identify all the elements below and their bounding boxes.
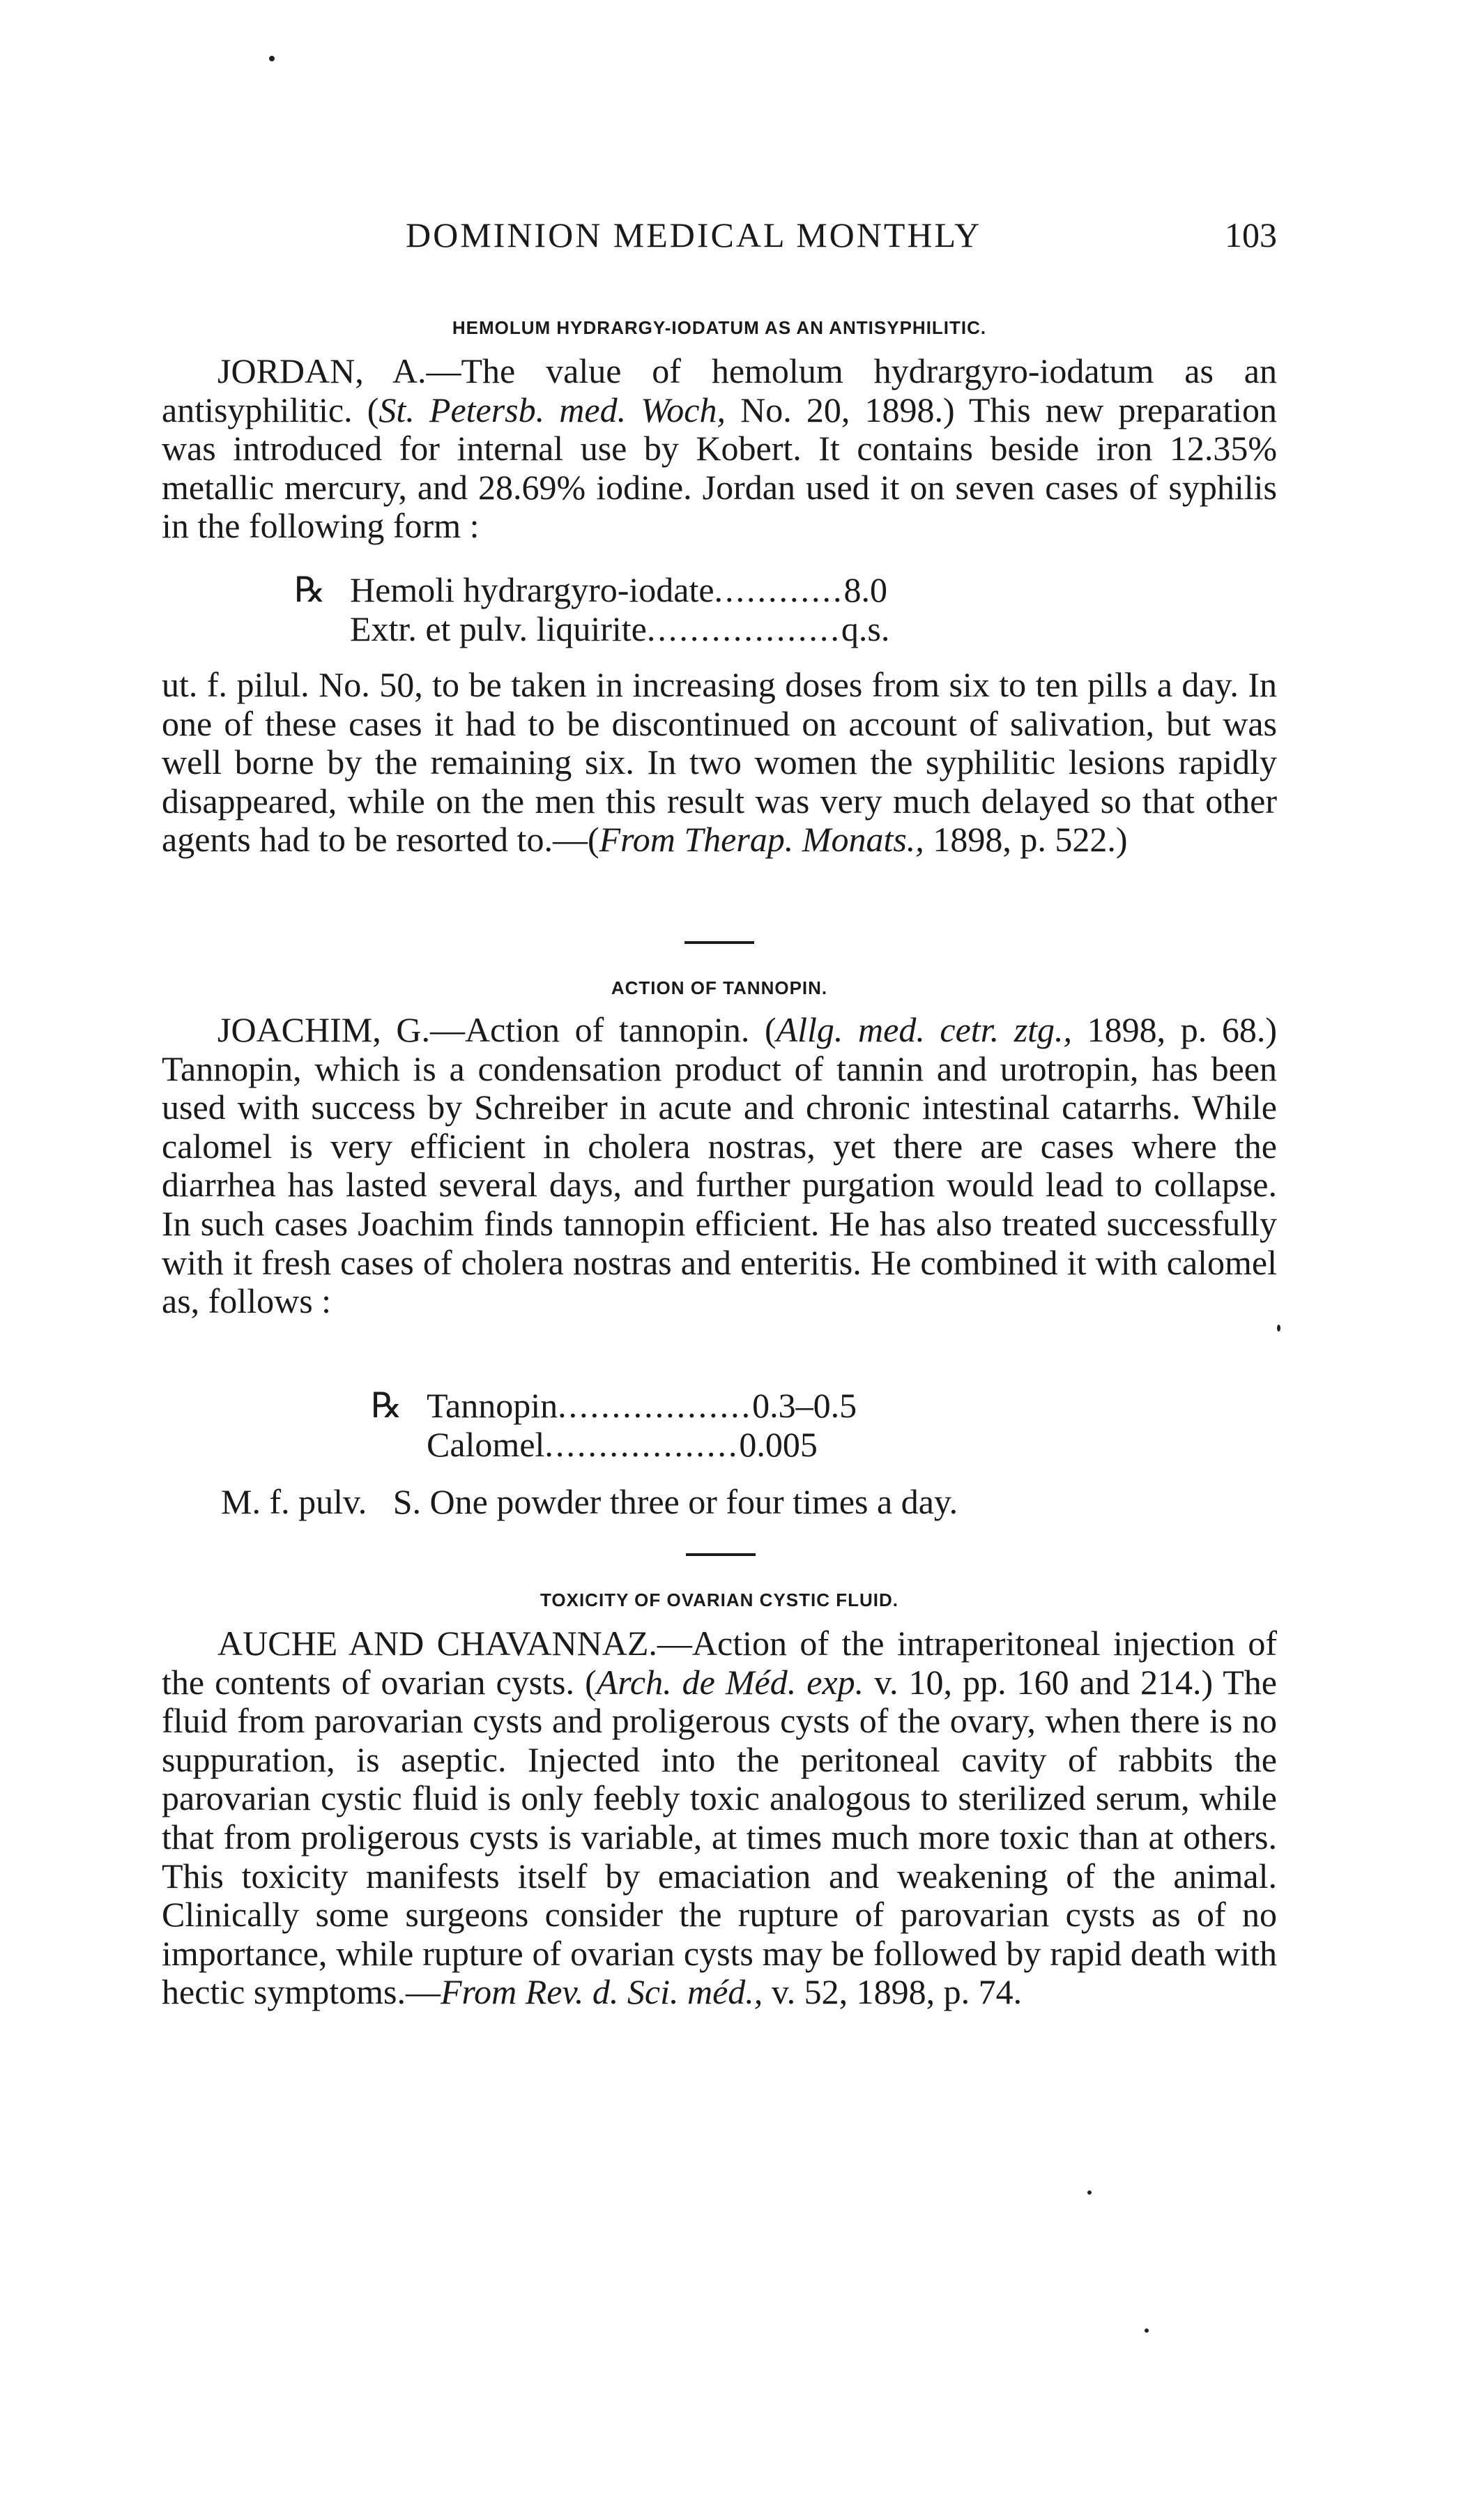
journal-title: DOMINION MEDICAL MONTHLY bbox=[406, 215, 982, 254]
author-name: JOACHIM, G. bbox=[217, 1010, 430, 1049]
article-paragraph: AUCHE AND CHAVANNAZ.—Action of the intraperitoneal injection of the contents of ovarian cysts. (Arch. de Méd. exp. v. 10, pp. 160 and 214.) The fluid from parovarian cysts and proligerous cysts of the ovary, when there is no suppuration, is aseptic. Injected into the peritoneal cavity of rabbits the parovarian cystic fluid is only feebly toxic analogous to sterilized serum, while that from proligerous cysts is variable, at times much more toxic than at others. This toxicity manifests itself by emaciation and weakening of the animal. Clinically some surgeons consider the rupture of parovarian cysts as of no importance, while rupture of ovarian cysts may be followed by rapid death with hectic symptoms.—From Rev. d. Sci. méd., v. 52, 1898, p. 74. bbox=[162, 1624, 1277, 2012]
article-paragraph: ut. f. pilul. No. 50, to be taken in increasing doses from six to ten pills a day. In one of these cases it had to be discontinued on account of salivation, but was well borne by the remaining six. In two women the syphilitic lesions rapidly disappeared, while on the men this result was very much delayed so that other agents had to be resorted to.—(From Therap. Monats., 1898, p. 522.) bbox=[162, 665, 1277, 860]
prescription-directions: M. f. pulv. S. One powder three or four times a day. bbox=[221, 1482, 958, 1521]
article-paragraph: JORDAN, A.—The value of hemolum hydrargyro-iodatum as an antisyphilitic. (St. Petersb. med. Woch, No. 20, 1898.) This new preparation was introduced for internal use by Kobert. It contains beside iron 12.35% metallic mercury, and 28.69% iodine. Jordan used it on seven cases of syphilis in the following form : bbox=[162, 351, 1277, 546]
section-heading: TOXICITY OF OVARIAN CYSTIC FLUID. bbox=[540, 1589, 899, 1610]
citation: Arch. de Méd. exp. bbox=[596, 1662, 864, 1702]
recipe-symbol: ℞ bbox=[371, 1386, 402, 1425]
section-heading: HEMOLUM HYDRARGY-IODATUM AS AN ANTISYPHILITIC. bbox=[452, 317, 987, 338]
author-name: AUCHE AND CHAVANNAZ. bbox=[217, 1624, 657, 1663]
prescription-line: Calomel .................. 0.005 bbox=[427, 1425, 818, 1464]
prescription bbox=[371, 1386, 857, 1464]
section-heading: ACTION OF TANNOPIN. bbox=[611, 977, 828, 998]
section-divider bbox=[684, 941, 754, 944]
prescription bbox=[294, 570, 889, 648]
article-paragraph: JOACHIM, G.—Action of tannopin. (Allg. med. cetr. ztg., 1898, p. 68.) Tannopin, which is a condensation product of tannin and urotropin, has been used with success by Schreiber in acute and chronic intestinal catarrhs. While calomel is very efficient in cholera nostras, yet there are cases where the diarrhea has lasted several days, and further purgation would lead to collapse. In such cases Joachim finds tannopin efficient. He has also treated successfully with it fresh cases of cholera nostras and enteritis. He combined it with calomel as, follows : bbox=[162, 1010, 1277, 1321]
prescription-line: ℞ Tannopin .................. 0.3–0.5 bbox=[371, 1386, 857, 1425]
page-number: 103 bbox=[1225, 215, 1277, 254]
prescription-line: ℞ Hemoli hydrargyro-iodate ............ 8.0 bbox=[294, 570, 888, 609]
author-name: JORDAN, A. bbox=[217, 351, 427, 390]
citation: From Therap. Monats., bbox=[599, 820, 924, 860]
book-page bbox=[162, 0, 1277, 2516]
citation: From Rev. d. Sci. méd., bbox=[440, 1972, 763, 2012]
recipe-symbol: ℞ bbox=[294, 570, 326, 609]
section-divider bbox=[686, 1553, 756, 1556]
citation: St. Petersb. med. Woch, bbox=[378, 390, 726, 429]
ink-speck bbox=[1277, 1325, 1280, 1332]
citation: Allg. med. cetr. ztg., bbox=[776, 1010, 1073, 1049]
running-head bbox=[162, 215, 1277, 257]
prescription-line: Extr. et pulv. liquirite .................. q.s. bbox=[350, 609, 890, 648]
